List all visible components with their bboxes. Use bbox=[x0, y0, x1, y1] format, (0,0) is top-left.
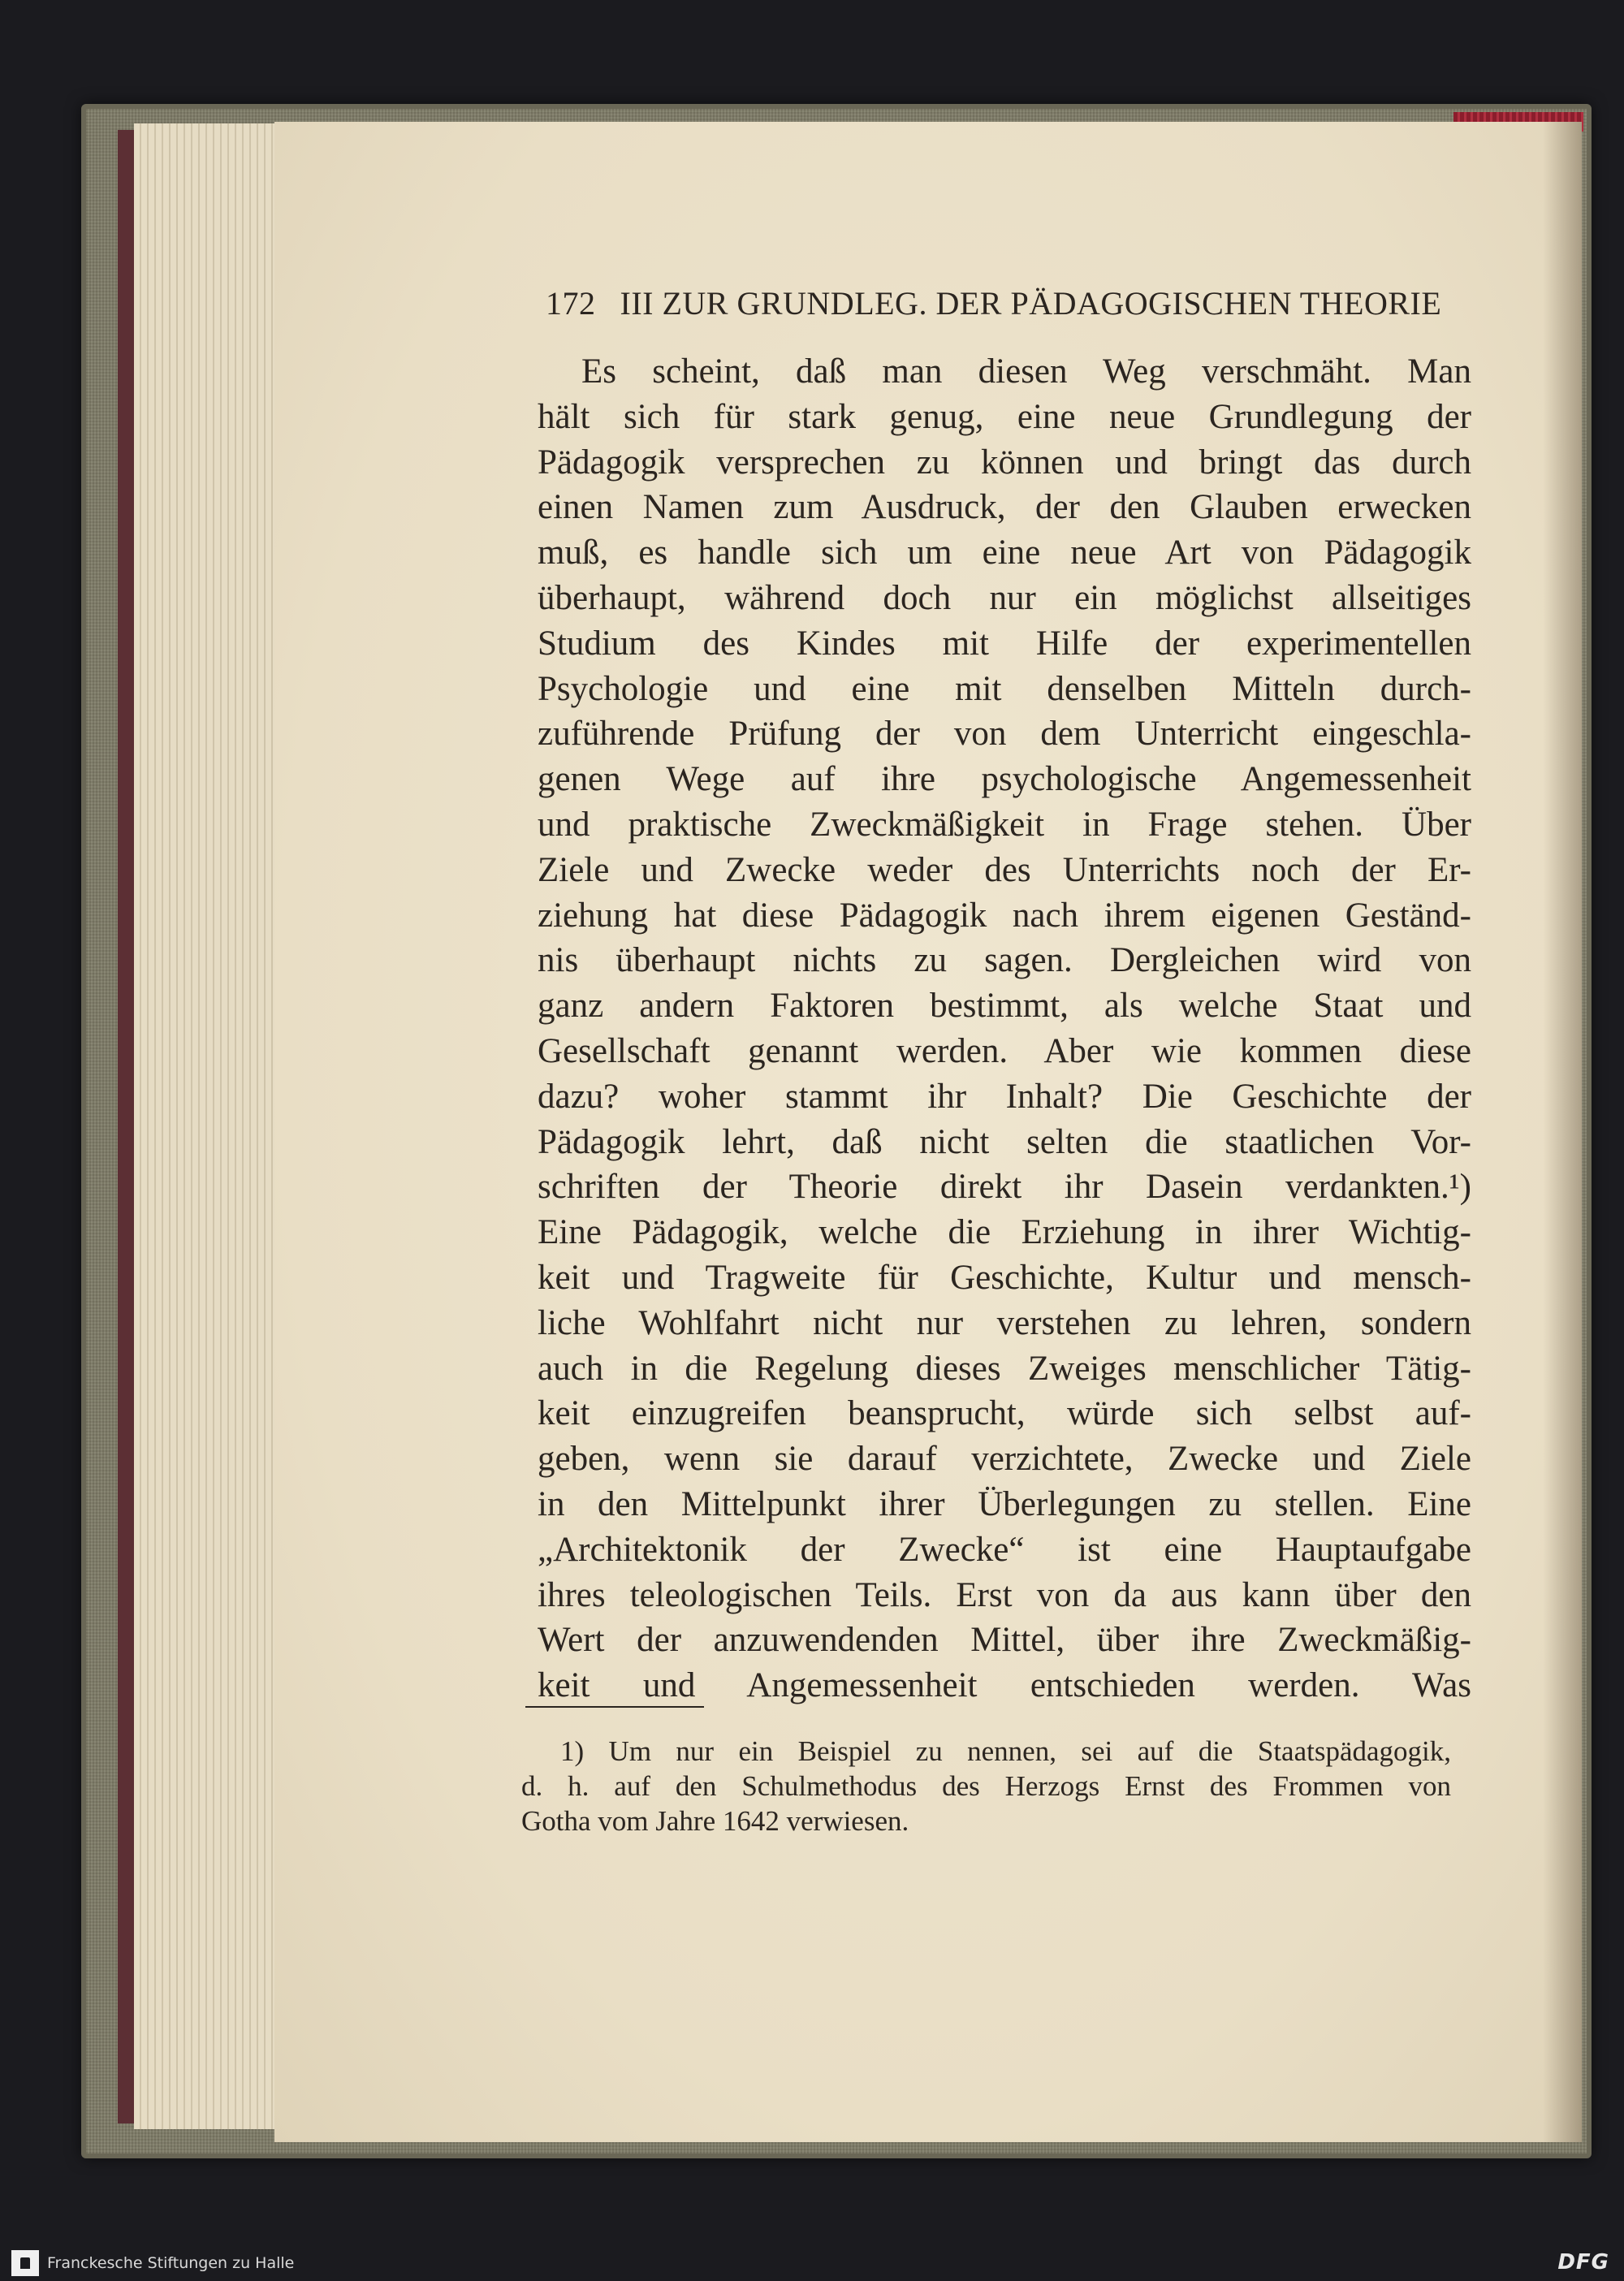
body-line: Psychologie und eine mit denselben Mitteln durch- bbox=[538, 669, 1471, 708]
body-line: „Architektonik der Zwecke“ ist eine Hauptaufgabe bbox=[538, 1530, 1471, 1569]
body-line: keit und Tragweite für Geschichte, Kultur und mensch- bbox=[538, 1258, 1471, 1297]
body-line: Ziele und Zwecke weder des Unterrichts noch der Er- bbox=[538, 850, 1471, 889]
body-line: keit einzugreifen beansprucht, würde sich selbst auf- bbox=[538, 1394, 1471, 1433]
body-line: zuführende Prüfung der von dem Unterricht eingeschla- bbox=[538, 715, 1471, 754]
body-line: Eine Pädagogik, welche die Erziehung in ihrer Wichtig- bbox=[538, 1213, 1471, 1252]
body-line: liche Wohlfahrt nicht nur verstehen zu lehren, sondern bbox=[538, 1303, 1471, 1342]
viewer-footer bbox=[0, 2245, 1624, 2281]
body-line: keit und Angemessenheit entschieden werden. Was bbox=[538, 1666, 1471, 1705]
body-line: dazu? woher stammt ihr Inhalt? Die Geschichte der bbox=[538, 1077, 1471, 1116]
running-head bbox=[546, 284, 1471, 322]
body-line: Wert der anzuwendenden Mittel, über ihre Zweckmäßig- bbox=[538, 1621, 1471, 1660]
body-line: nis überhaupt nichts zu sagen. Dergleichen wird von bbox=[538, 941, 1471, 980]
footnote-rule bbox=[525, 1706, 704, 1708]
footnote-line: Gotha vom Jahre 1642 verwiesen. bbox=[521, 1805, 909, 1837]
body-line: hält sich für stark genug, eine neue Grundlegung der bbox=[538, 397, 1471, 436]
spine-edge bbox=[118, 130, 136, 2123]
body-line: schriften der Theorie direkt ihr Dasein verdankten.¹) bbox=[538, 1168, 1471, 1207]
footnote bbox=[521, 1734, 1451, 1838]
body-line: überhaupt, während doch nur ein möglichst allseitiges bbox=[538, 578, 1471, 617]
body-line: auch in die Regelung dieses Zweiges menschlicher Tätig- bbox=[538, 1349, 1471, 1388]
body-line: geben, wenn sie darauf verzichtete, Zwecke und Ziele bbox=[538, 1440, 1471, 1479]
footnote-line: 1) Um nur ein Beispiel zu nennen, sei auf die Staatspädagogik, bbox=[560, 1735, 1451, 1767]
footnote-line: d. h. auf den Schulmethodus des Herzogs Ernst des Frommen von bbox=[521, 1770, 1451, 1802]
body-line: und praktische Zweckmäßigkeit in Frage stehen. Über bbox=[538, 805, 1471, 844]
body-line: Studium des Kindes mit Hilfe der experimentellen bbox=[538, 624, 1471, 663]
body-line: muß, es handle sich um eine neue Art von Pädagogik bbox=[538, 534, 1471, 572]
body-text bbox=[538, 349, 1471, 1709]
body-line: Es scheint, daß man diesen Weg verschmäht. Man bbox=[581, 352, 1471, 391]
body-line: genen Wege auf ihre psychologische Angemessenheit bbox=[538, 760, 1471, 799]
body-line: Gesellschaft genannt werden. Aber wie kommen diese bbox=[538, 1031, 1471, 1070]
running-title: III ZUR GRUNDLEG. DER PÄDAGOGISCHEN THEORIE bbox=[620, 285, 1442, 322]
body-line: ganz andern Faktoren bestimmt, als welche Staat und bbox=[538, 987, 1471, 1026]
page-edges bbox=[134, 123, 288, 2129]
gutter-shadow bbox=[1543, 122, 1582, 2142]
body-line: einen Namen zum Ausdruck, der den Glauben erwecken bbox=[538, 488, 1471, 527]
page-number: 172 bbox=[546, 285, 596, 322]
body-line: in den Mittelpunkt ihrer Überlegungen zu stellen. Eine bbox=[538, 1484, 1471, 1523]
body-line: ziehung hat diese Pädagogik nach ihrem eigenen Geständ- bbox=[538, 896, 1471, 935]
funder-logo: DFG bbox=[1557, 2250, 1609, 2275]
institution-logo-icon bbox=[11, 2250, 39, 2276]
body-line: Pädagogik lehrt, daß nicht selten die staatlichen Vor- bbox=[538, 1122, 1471, 1161]
body-line: ihres teleologischen Teils. Erst von da aus kann über den bbox=[538, 1575, 1471, 1614]
body-line: Pädagogik versprechen zu können und bringt das durch bbox=[538, 443, 1471, 482]
institution-name: Franckesche Stiftungen zu Halle bbox=[47, 2254, 295, 2272]
